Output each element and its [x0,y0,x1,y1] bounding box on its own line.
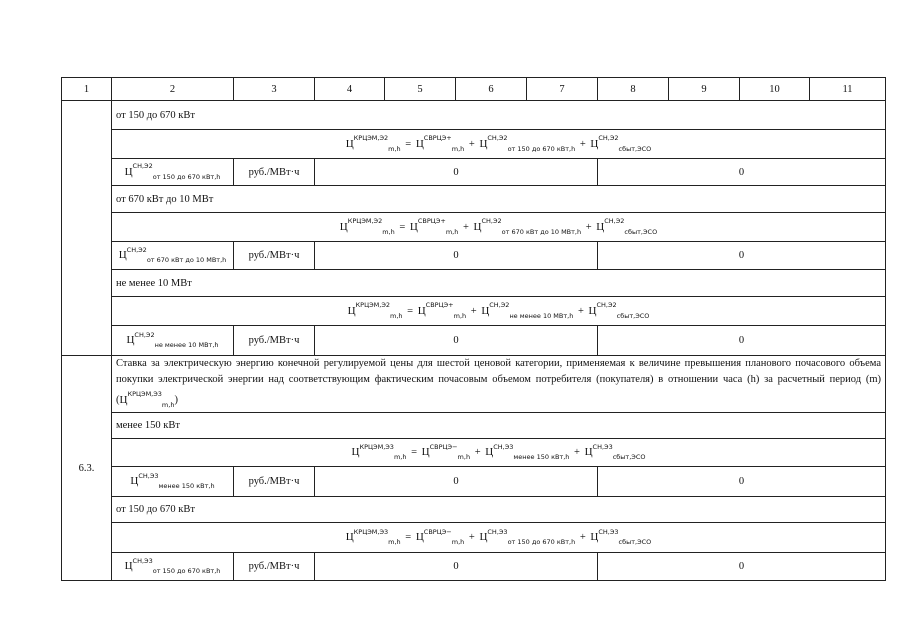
group-row [62,101,886,130]
group-row [62,270,886,297]
value-cell: 0 [315,159,598,186]
group-label: от 150 до 670 кВт [112,101,886,130]
value-cell: 0 [598,242,886,270]
rate-symbol: $Ц^{СН,Э3}_{от 150 до 670 кВт,h}$ [112,553,234,581]
value-cell: 0 [315,326,598,356]
formula-row [62,439,886,467]
value-row [62,326,886,356]
unit-label: руб./МВт·ч [234,553,315,581]
column-number-3: 3 [234,78,315,101]
rate-symbol: $Ц^{СН,Э2}_{от 150 до 670 кВт,h}$ [112,159,234,186]
column-number-10: 10 [740,78,810,101]
unit-label: руб./МВт·ч [234,467,315,497]
value-cell: 0 [315,467,598,497]
group-row [62,186,886,213]
group-row [62,413,886,439]
formula-row [62,523,886,553]
section-number-cell [62,101,112,356]
group-label: от 670 кВт до 10 МВт [112,186,886,213]
rate-symbol: $Ц^{СН,Э2}_{не менее 10 МВт,h}$ [112,326,234,356]
column-number-row [62,78,886,101]
value-cell: 0 [315,242,598,270]
section-description-row [62,356,886,413]
unit-label: руб./МВт·ч [234,242,315,270]
column-number-11: 11 [810,78,886,101]
formula-row [62,297,886,326]
formula: $Ц^{КРЦЭМ,Э3}_{m,h} = Ц^{СВРЦЭ-}_{m,h} + Ц^{СН,Э3}_{от 150 до 670 кВт,h} + Ц^{СН,Э3}_{сбыт,ЭСО}$ [112,523,886,553]
value-cell: 0 [598,159,886,186]
rate-symbol: $Ц^{СН,Э2}_{от 670 кВт до 10 МВт,h}$ [112,242,234,270]
column-number-5: 5 [385,78,456,101]
value-row [62,159,886,186]
group-label: от 150 до 670 кВт [112,497,886,523]
value-cell: 0 [598,467,886,497]
column-number-7: 7 [527,78,598,101]
rate-symbol: $Ц^{СН,Э3}_{менее 150 кВт,h}$ [112,467,234,497]
tariff-table [61,77,886,581]
value-row [62,553,886,581]
value-row [62,242,886,270]
value-cell: 0 [315,553,598,581]
column-number-1: 1 [62,78,112,101]
group-row [62,497,886,523]
section-description: Ставка за электрическую энергию конечной регулируемой цены для шестой ценовой категории, применяемая к величине превышения планового почасового объема покупки электрической энергии над соответствующим фактическим почасовым объемом потребителя (покупателя) в отношении часа (h) за расчетный период (m) $(Ц^{КРЦЭМ,Э3}_{m,h})$ [112,356,886,413]
unit-label: руб./МВт·ч [234,159,315,186]
value-cell: 0 [598,553,886,581]
formula: $Ц^{КРЦЭМ,Э2}_{m,h} = Ц^{СВРЦЭ+}_{m,h} + Ц^{СН,Э2}_{от 150 до 670 кВт,h} + Ц^{СН,Э2}_{сбыт,ЭСО}$ [112,130,886,159]
unit-label: руб./МВт·ч [234,326,315,356]
formula: $Ц^{КРЦЭМ,Э2}_{m,h} = Ц^{СВРЦЭ+}_{m,h} + Ц^{СН,Э2}_{от 670 кВт до 10 МВт,h} + Ц^{СН,Э2}_{сбыт,ЭСО}$ [112,213,886,242]
formula-row [62,213,886,242]
value-cell: 0 [598,326,886,356]
column-number-8: 8 [598,78,669,101]
column-number-9: 9 [669,78,740,101]
section-number: 6.3. [62,356,112,581]
value-row [62,467,886,497]
formula: $Ц^{КРЦЭМ,Э3}_{m,h} = Ц^{СВРЦЭ-}_{m,h} + Ц^{СН,Э3}_{менее 150 кВт,h} + Ц^{СН,Э3}_{сбыт,ЭСО}$ [112,439,886,467]
group-label: не менее 10 МВт [112,270,886,297]
formula: $Ц^{КРЦЭМ,Э2}_{m,h} = Ц^{СВРЦЭ+}_{m,h} + Ц^{СН,Э2}_{не менее 10 МВт,h} + Ц^{СН,Э2}_{сбыт,ЭСО}$ [112,297,886,326]
column-number-4: 4 [315,78,385,101]
column-number-2: 2 [112,78,234,101]
column-number-6: 6 [456,78,527,101]
group-label: менее 150 кВт [112,413,886,439]
formula-row [62,130,886,159]
